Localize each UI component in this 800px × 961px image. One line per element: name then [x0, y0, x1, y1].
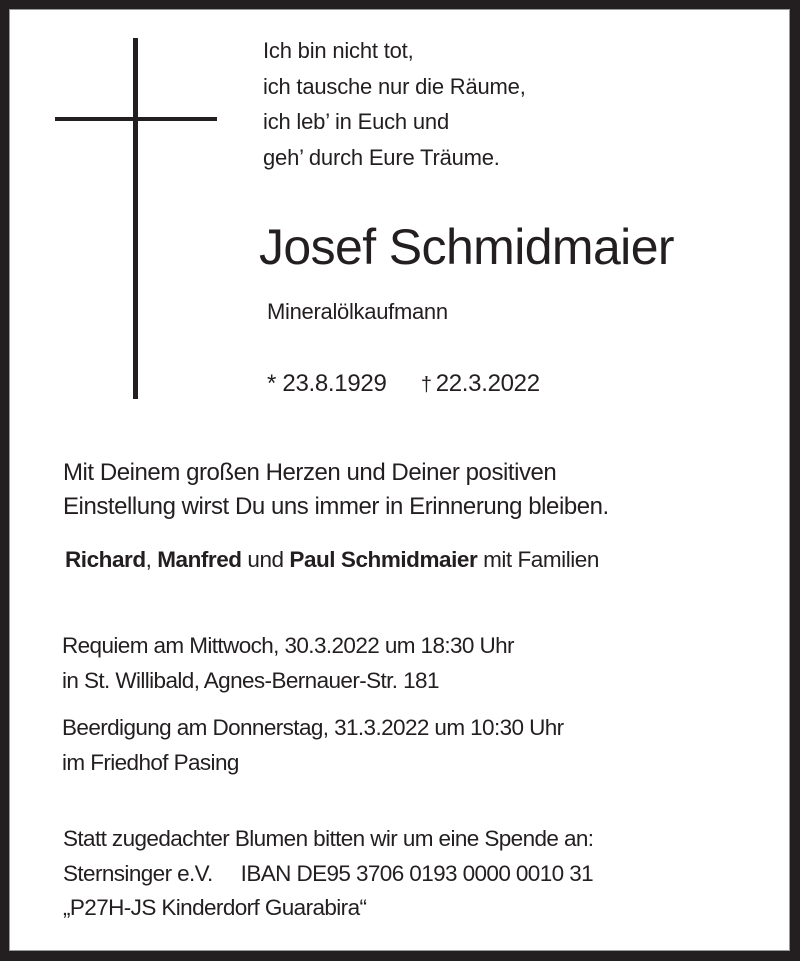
burial-line: im Friedhof Pasing — [62, 750, 239, 775]
birth-date: 23.8.1929 — [282, 370, 387, 397]
requiem-line: in St. Willibald, Agnes-Bernauer-Str. 181 — [62, 668, 439, 693]
requiem-line: Requiem am Mittwoch, 30.3.2022 um 18:30 Uhr — [62, 633, 514, 658]
death-date: 22.3.2022 — [435, 370, 540, 397]
mourner-separator: und — [241, 547, 290, 572]
donation-iban: IBAN DE95 3706 0193 0000 0010 31 — [240, 860, 594, 886]
dagger-icon: † — [420, 374, 432, 396]
donation-intro: Statt zugedachter Blumen bitten wir um eine Spende an: — [63, 826, 594, 851]
tribute-line: Einstellung wirst Du uns immer in Erinnerung bleiben. — [63, 493, 609, 520]
donation-account — [63, 857, 593, 892]
mourner-name: Manfred — [157, 547, 242, 572]
requiem-info — [62, 628, 514, 698]
poem-line: ich leb’ in Euch und — [263, 109, 449, 134]
birth-star-icon: * — [267, 370, 277, 397]
mourner-separator: , — [145, 547, 158, 572]
obituary-notice — [9, 9, 790, 951]
burial-line: Beerdigung am Donnerstag, 31.3.2022 um 10:30 Uhr — [62, 715, 564, 740]
mourners-suffix: mit Familien — [477, 547, 599, 572]
donation-info — [63, 822, 593, 926]
poem-line: ich tausche nur die Räume, — [263, 73, 526, 99]
deceased-name: Josef Schmidmaier — [259, 219, 674, 275]
poem-line: geh’ durch Eure Träume. — [263, 144, 500, 170]
poem-line: Ich bin nicht tot, — [263, 38, 414, 63]
cross-icon-vertical-bar — [133, 38, 138, 399]
donation-recipient: Sternsinger e.V. — [63, 860, 213, 886]
tribute-line: Mit Deinem großen Herzen und Deiner positiven — [63, 459, 557, 486]
donation-reference: „P27H-JS Kinderdorf Guarabira“ — [63, 895, 367, 920]
tribute-text — [63, 456, 609, 524]
death-date-group — [421, 370, 540, 397]
memorial-poem — [263, 33, 526, 175]
burial-info — [62, 710, 564, 780]
deceased-profession: Mineralölkaufmann — [267, 299, 448, 324]
mourners-line — [65, 543, 599, 577]
cross-icon-horizontal-bar — [55, 117, 217, 121]
mourner-name: Paul Schmidmaier — [289, 547, 478, 572]
mourner-name: Richard — [65, 547, 146, 572]
life-dates — [267, 369, 540, 400]
